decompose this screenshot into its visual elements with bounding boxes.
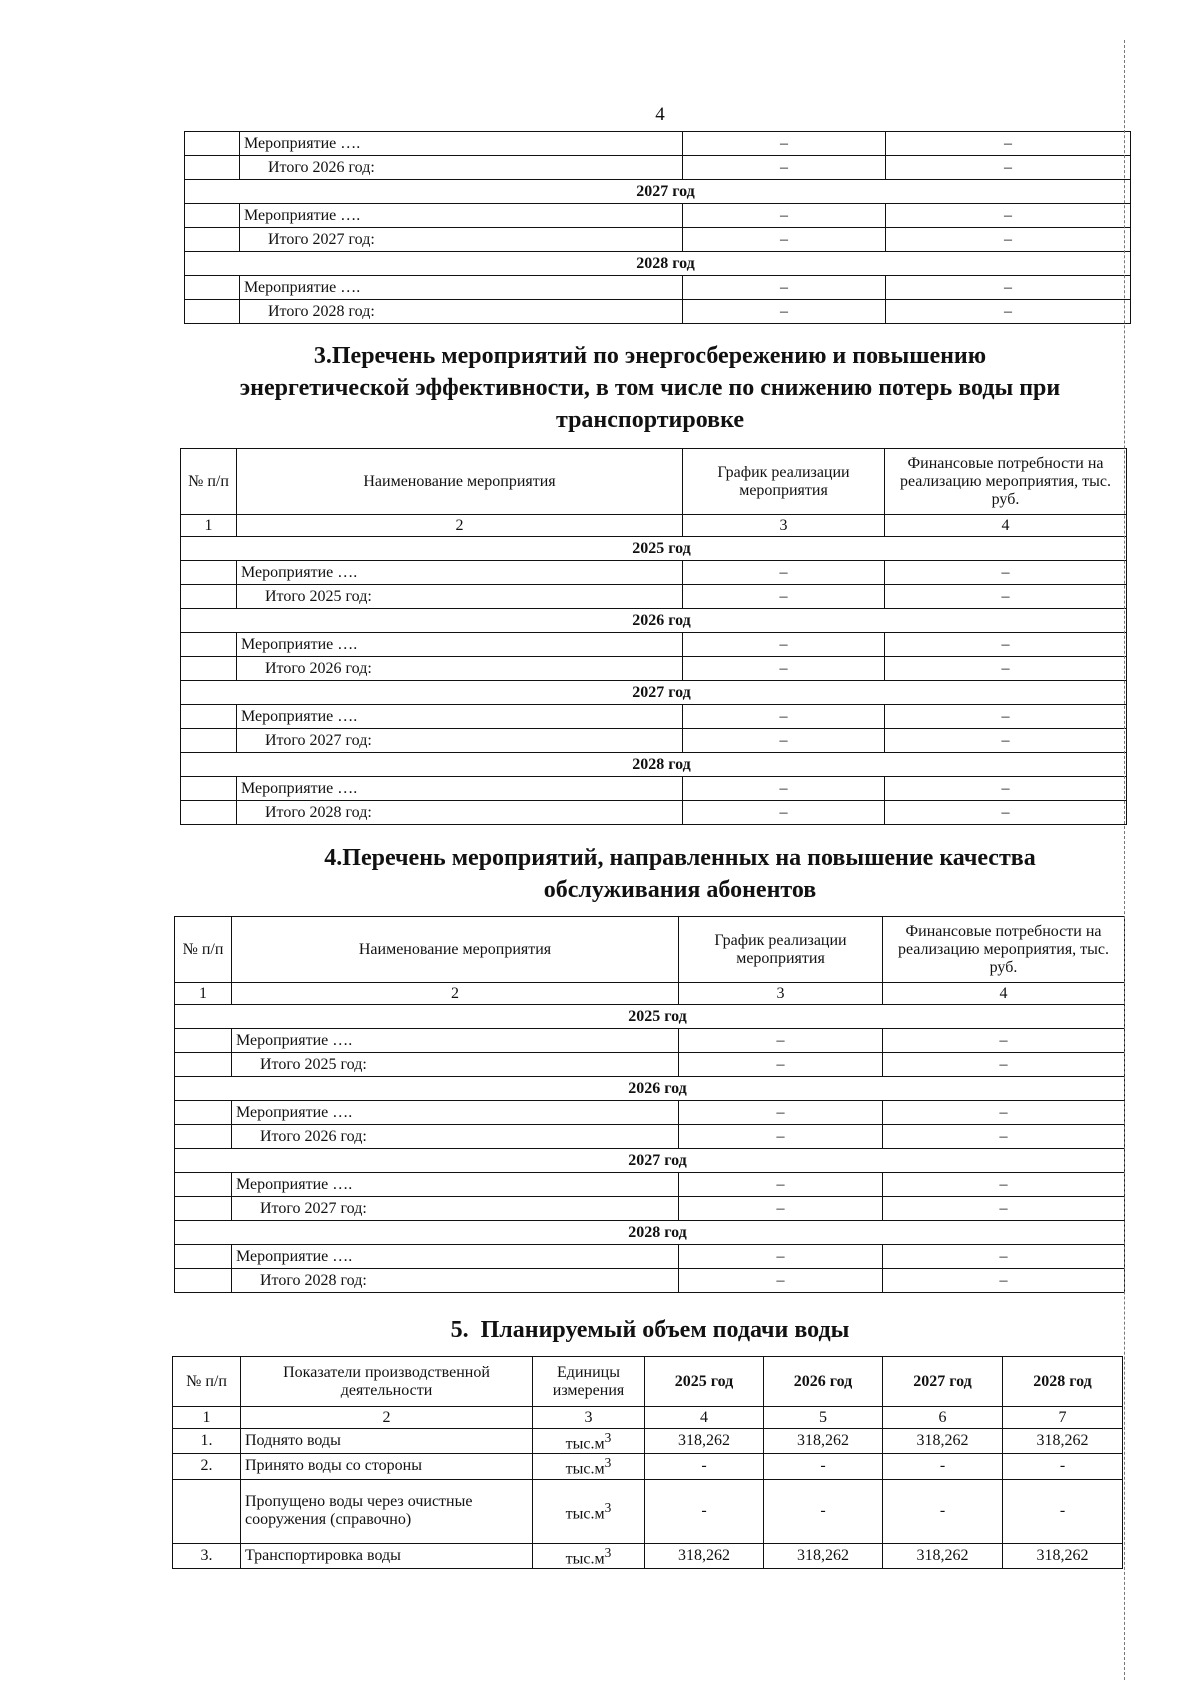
year-row: 2028 год — [181, 753, 1127, 777]
column-number-row: 1 2 3 4 — [175, 983, 1125, 1005]
table-row: Мероприятие …. – – — [175, 1101, 1125, 1125]
table-row: Итого 2027 год: – – — [185, 228, 1131, 252]
table-row: Итого 2026 год: – – — [175, 1125, 1125, 1149]
table-row: Пропущено воды через очистные сооружения (справочно) $тыс.м^3$ - - - - — [173, 1479, 1123, 1543]
year-row: 2028 год — [175, 1221, 1125, 1245]
table-header-row: № п/п Наименование мероприятия График реализации мероприятия Финансовые потребности на реализацию мероприятия, тыс. руб. — [181, 449, 1127, 515]
item-name: Мероприятие …. — [240, 204, 683, 228]
table-row: Итого 2028 год: – – — [175, 1269, 1125, 1293]
table-row: Итого 2026 год: – – — [181, 657, 1127, 681]
table-row: Итого 2027 год: – – — [181, 729, 1127, 753]
column-number-row: 1 2 3 4 5 6 7 — [173, 1407, 1123, 1429]
year-row: 2026 год — [175, 1077, 1125, 1101]
table-row: Итого 2026 год: – – — [185, 156, 1131, 180]
page-number: 4 — [655, 104, 665, 125]
table-row: Мероприятие …. – – — [181, 633, 1127, 657]
table-row: Итого 2028 год: – – — [181, 801, 1127, 825]
table-row: Мероприятие …. – – — [175, 1029, 1125, 1053]
year-row: 2025 год — [175, 1005, 1125, 1029]
table-header-row: № п/п Наименование мероприятия График реализации мероприятия Финансовые потребности на реализацию мероприятия, тыс. руб. — [175, 917, 1125, 983]
table-row: Мероприятие …. – – — [175, 1245, 1125, 1269]
table-row: Итого 2025 год: – – — [175, 1053, 1125, 1077]
column-number-row: 1 2 3 4 — [181, 515, 1127, 537]
total-label: Итого 2026 год: — [240, 156, 683, 180]
table-row: 3. Транспортировка воды $тыс.м^3$ 318,262 318,262 318,262 318,262 — [173, 1543, 1123, 1568]
total-label: Итого 2027 год: — [240, 228, 683, 252]
table-row: Мероприятие …. – – — [175, 1173, 1125, 1197]
scan-edge-marks — [1124, 40, 1135, 1680]
table-row: Итого 2025 год: – – — [181, 585, 1127, 609]
table-row: Итого 2028 год: – – — [185, 300, 1131, 324]
table-row: Мероприятие …. – – — [185, 132, 1131, 156]
continuation-table — [184, 131, 1131, 324]
year-row: 2026 год — [181, 609, 1127, 633]
table-row: 2. Принято воды со стороны $тыс.м^3$ - - - - — [173, 1454, 1123, 1479]
year-row: 2028 год — [185, 252, 1131, 276]
table-row: Мероприятие …. – – — [185, 276, 1131, 300]
total-label: Итого 2028 год: — [240, 300, 683, 324]
section5-title: 5. Планируемый объем подачи воды — [450, 1317, 850, 1343]
table-header-row: № п/п Показатели производственной деятельности Единицы измерения 2025 год 2026 год 2027 год 2028 год — [173, 1357, 1123, 1407]
item-name: Мероприятие …. — [240, 132, 683, 156]
section5-table — [172, 1356, 1123, 1569]
table-row: Итого 2027 год: – – — [175, 1197, 1125, 1221]
table-row: Мероприятие …. – – — [185, 204, 1131, 228]
table-row: Мероприятие …. – – — [181, 561, 1127, 585]
year-row: 2027 год — [185, 180, 1131, 204]
section3-table — [180, 448, 1127, 825]
item-name: Мероприятие …. — [240, 276, 683, 300]
table-row: Мероприятие …. – – — [181, 705, 1127, 729]
section4-title: 4.Перечень мероприятий, направленных на повышение качества обслуживания абонентов — [324, 845, 1036, 903]
year-row: 2027 год — [181, 681, 1127, 705]
section4-table — [174, 916, 1125, 1293]
section3-title: 3.Перечень мероприятий по энергосбережению и повышению энергетической эффективности, в том числе по снижению потерь воды при транспортировке — [239, 343, 1061, 433]
year-row: 2027 год — [175, 1149, 1125, 1173]
table-row: Мероприятие …. – – — [181, 777, 1127, 801]
year-row: 2025 год — [181, 537, 1127, 561]
table-row: 1. Поднято воды $тыс.м^3$ 318,262 318,262 318,262 318,262 — [173, 1429, 1123, 1454]
